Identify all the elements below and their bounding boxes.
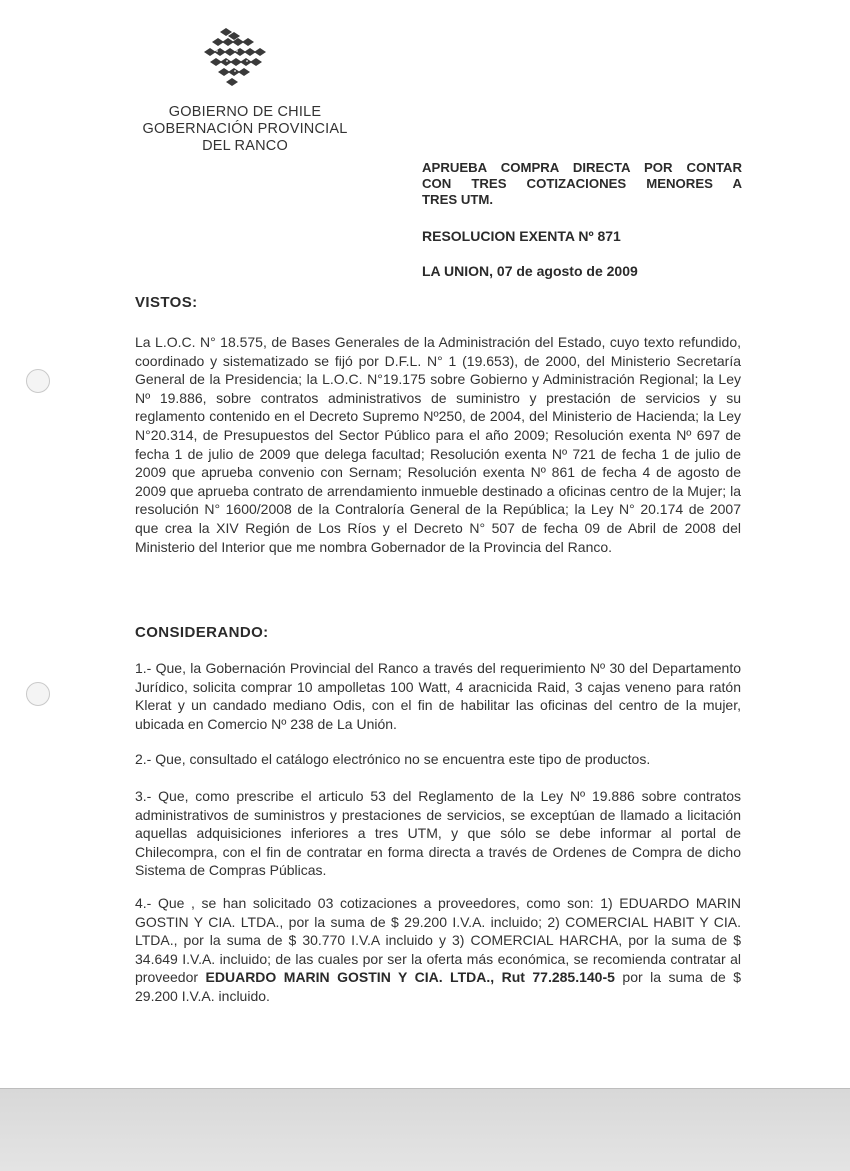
logo-diamond	[242, 38, 254, 46]
item-4-supplier: EDUARDO MARIN GOSTIN Y CIA. LTDA., Rut 77.285.140-5	[205, 969, 615, 986]
agency-line-3: DEL RANCO	[202, 138, 288, 154]
agency-name-block	[115, 104, 375, 155]
logo-diamond	[226, 78, 238, 86]
considerando-heading: CONSIDERANDO:	[135, 624, 269, 641]
considerando-item-1: 1.- Que, la Gobernación Provincial del Ranco a través del requerimiento Nº 30 del Departamento Jurídico, solicita comprar 10 ampolletas 100 Watt, 4 aracnicida Raid, 3 cajas veneno para ratón Klerat y un candado mediano Odis, con el fin de habilitar las oficinas del centro de la mujer, ubicada en Comercio Nº 238 de La Unión.	[135, 660, 741, 732]
vistos-heading: VISTOS:	[135, 294, 198, 311]
scan-background-strip	[0, 1088, 850, 1171]
summary-line-2: CON TRES COTIZACIONES MENORES A	[422, 176, 742, 191]
resolution-summary	[422, 160, 742, 208]
considerando-item-2: 2.- Que, consultado el catálogo electrónico no se encuentra este tipo de productos.	[135, 751, 651, 767]
item-4-text: 4.- Que , se han solicitado 03 cotizaciones a proveedores, como son: 1) EDUARDO MARIN GOSTIN Y CIA. LTDA., por la suma de $ 29.200 I.V.A. incluido; 2) COMERCIAL HABIT Y CIA. LTDA., por la suma de $ 30.770 I.V.A incluido y 3) COMERCIAL HARCHA, por la suma de $ 34.649 I.V.A. incluido; de las cuales por ser la oferta más económica, se recomienda contratar al proveedor	[135, 895, 741, 986]
summary-line-3: TRES UTM.	[422, 192, 494, 207]
agency-line-2: GOBERNACIÓN PROVINCIAL	[142, 121, 348, 137]
punch-hole-bottom	[26, 682, 50, 706]
vistos-paragraph: La L.O.C. N° 18.575, de Bases Generales de la Administración del Estado, cuyo texto refundido, coordinado y sistematizado se fijó por D.F.L. N° 1 (19.653), de 2000, del Ministerio Secretaría General de la Presidencia; la L.O.C. N°19.175 sobre Gobierno y Administración Regional; la Ley Nº 19.886, sobre contratos administrativos de suministro y prestación de servicios y su reglamento contenido en el Decreto Supremo Nº250, de 2004, del Ministerio de Hacienda; la Ley N°20.314, de Presupuestos del Sector Público para el año 2009; Resolución exenta Nº 697 de fecha 1 de julio de 2009 que delega facultad; Resolución exenta Nº 721 de fecha 1 de julio de 2009 que aprueba convenio con Sernam; Resolución exenta Nº 861 de fecha 4 de agosto de 2009 que aprueba contrato de arrendamiento inmueble destinado a oficinas centro de la Mujer; la resolución N° 1600/2008 de la Contraloría General de la República; la Ley N° 20.174 de 2007 que crea la XIV Región de Los Ríos y el Decreto N° 507 de fecha 09 de Abril de 2008 del Ministerio del Interior que me nombra Gobernador de la Provincia del Ranco.	[135, 334, 741, 555]
item-4-tail: por la suma de $ 29.200 I.V.A. incluido.	[135, 969, 742, 1004]
logo-diamond	[254, 48, 266, 56]
government-coat-of-arms-icon	[196, 26, 280, 88]
resolution-number: RESOLUCION EXENTA Nº 871	[422, 228, 621, 244]
considerando-item-3: 3.- Que, como prescribe el articulo 53 del Reglamento de la Ley Nº 19.886 sobre contratos administrativos de suministros y prestaciones de servicios, se exceptúan de llamado a licitación aquellas adquisiciones inferiores a tres UTM, y que sólo se debe informar al portal de Chilecompra, con el fin de contratar en forma directa a través de Ordenes de Compra de dicho Sistema de Compras Públicas.	[135, 788, 741, 879]
considerando-item-4	[135, 894, 741, 1006]
resolution-date: LA UNION, 07 de agosto de 2009	[422, 263, 638, 279]
logo-diamond	[250, 58, 262, 66]
summary-line-1: APRUEBA COMPRA DIRECTA POR CONTAR	[422, 160, 742, 175]
punch-hole-top	[26, 369, 50, 393]
agency-line-1: GOBIERNO DE CHILE	[168, 104, 322, 120]
logo-diamond	[238, 68, 250, 76]
